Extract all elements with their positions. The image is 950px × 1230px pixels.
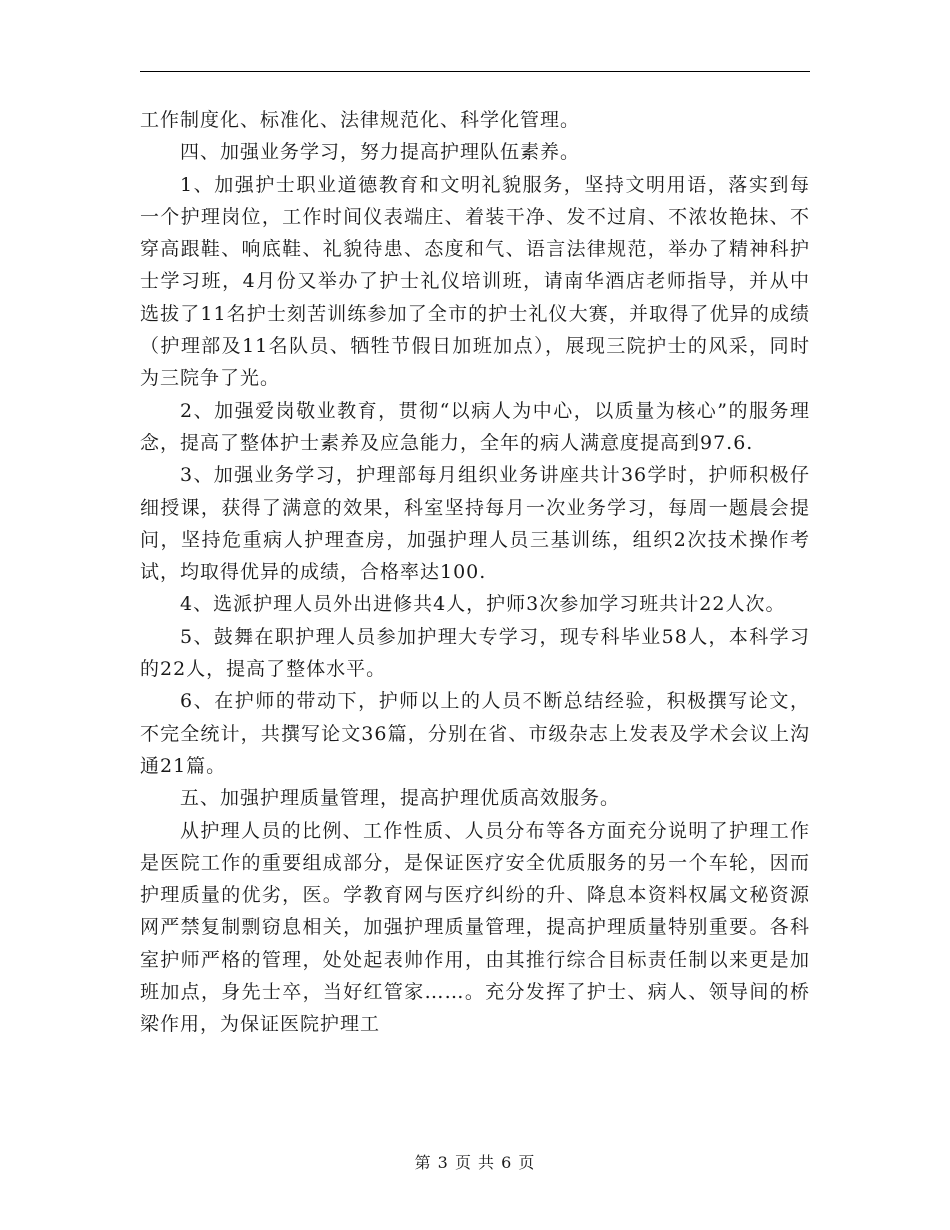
paragraph-quality-management: 从护理人员的比例、工作性质、人员分布等各方面充分说明了护理工作是医院工作的重要组成部分，是保证医疗安全优质服务的另一个车轮，因而护理质量的优劣，医。学教育网与医疗纠纷的升、降息本资料权属文秘资源网严禁复制剽窃息相关，加强护理质量管理，提高护理质量特别重要。各科室护师严格的管理，处处起表帅作用，由其推行综合目标责任制以来更是加班加点，身先士卒，当好红管家……。充分发挥了护士、病人、领导间的桥梁作用，为保证医院护理工 [140, 819, 810, 1036]
paragraph-continuation: 工作制度化、标准化、法律规范化、科学化管理。 [140, 109, 581, 131]
header-rule [140, 71, 810, 72]
paragraph-item-6: 6、在护师的带动下，护师以上的人员不断总结经验，积极撰写论文，不完全统计，共撰写论文36篇，分别在省、市级杂志上发表及学术会议上沟通21篇。 [140, 690, 810, 777]
document-body [140, 104, 810, 1041]
paragraph-item-3: 3、加强业务学习，护理部每月组织业务讲座共计36学时，护师积极仔细授课，获得了满意的效果，科室坚持每月一次业务学习，每周一题晨会提问，坚持危重病人护理查房，加强护理人员三基训练，组织2次技术操作考试，均取得优异的成绩，合格率达100. [140, 464, 810, 584]
paragraph-item-1: 1、加强护士职业道德教育和文明礼貌服务，坚持文明用语，落实到每一个护理岗位，工作时间仪表端庄、着装干净、发不过肩、不浓妆艳抹、不穿高跟鞋、响底鞋、礼貌待患、态度和气、语言法律规范，举办了精神科护士学习班，4月份又举办了护士礼仪培训班，请南华酒店老师指导，并从中选拔了11名护士刻苦训练参加了全市的护士礼仪大赛，并取得了优异的成绩（护理部及11名队员、牺牲节假日加班加点），展现三院护士的风采，同时为三院争了光。 [140, 173, 810, 390]
section-heading-four: 四、加强业务学习，努力提高护理队伍素养。 [180, 141, 581, 164]
paragraph-item-4: 4、选派护理人员外出进修共4人，护师3次参加学习班共计22人次。 [180, 593, 786, 616]
paragraph-item-2: 2、加强爱岗敬业教育，贯彻“以病人为中心，以质量为核心”的服务理念，提高了整体护士素养及应急能力，全年的病人满意度提高到97.6. [140, 399, 810, 454]
paragraph-item-5: 5、鼓舞在职护理人员参加护理大专学习，现专科毕业58人，本科学习的22人，提高了整体水平。 [140, 625, 810, 681]
page-number-footer: 第 3 页 共 6 页 [414, 1153, 536, 1172]
section-heading-five: 五、加强护理质量管理，提高护理优质高效服务。 [180, 787, 621, 810]
